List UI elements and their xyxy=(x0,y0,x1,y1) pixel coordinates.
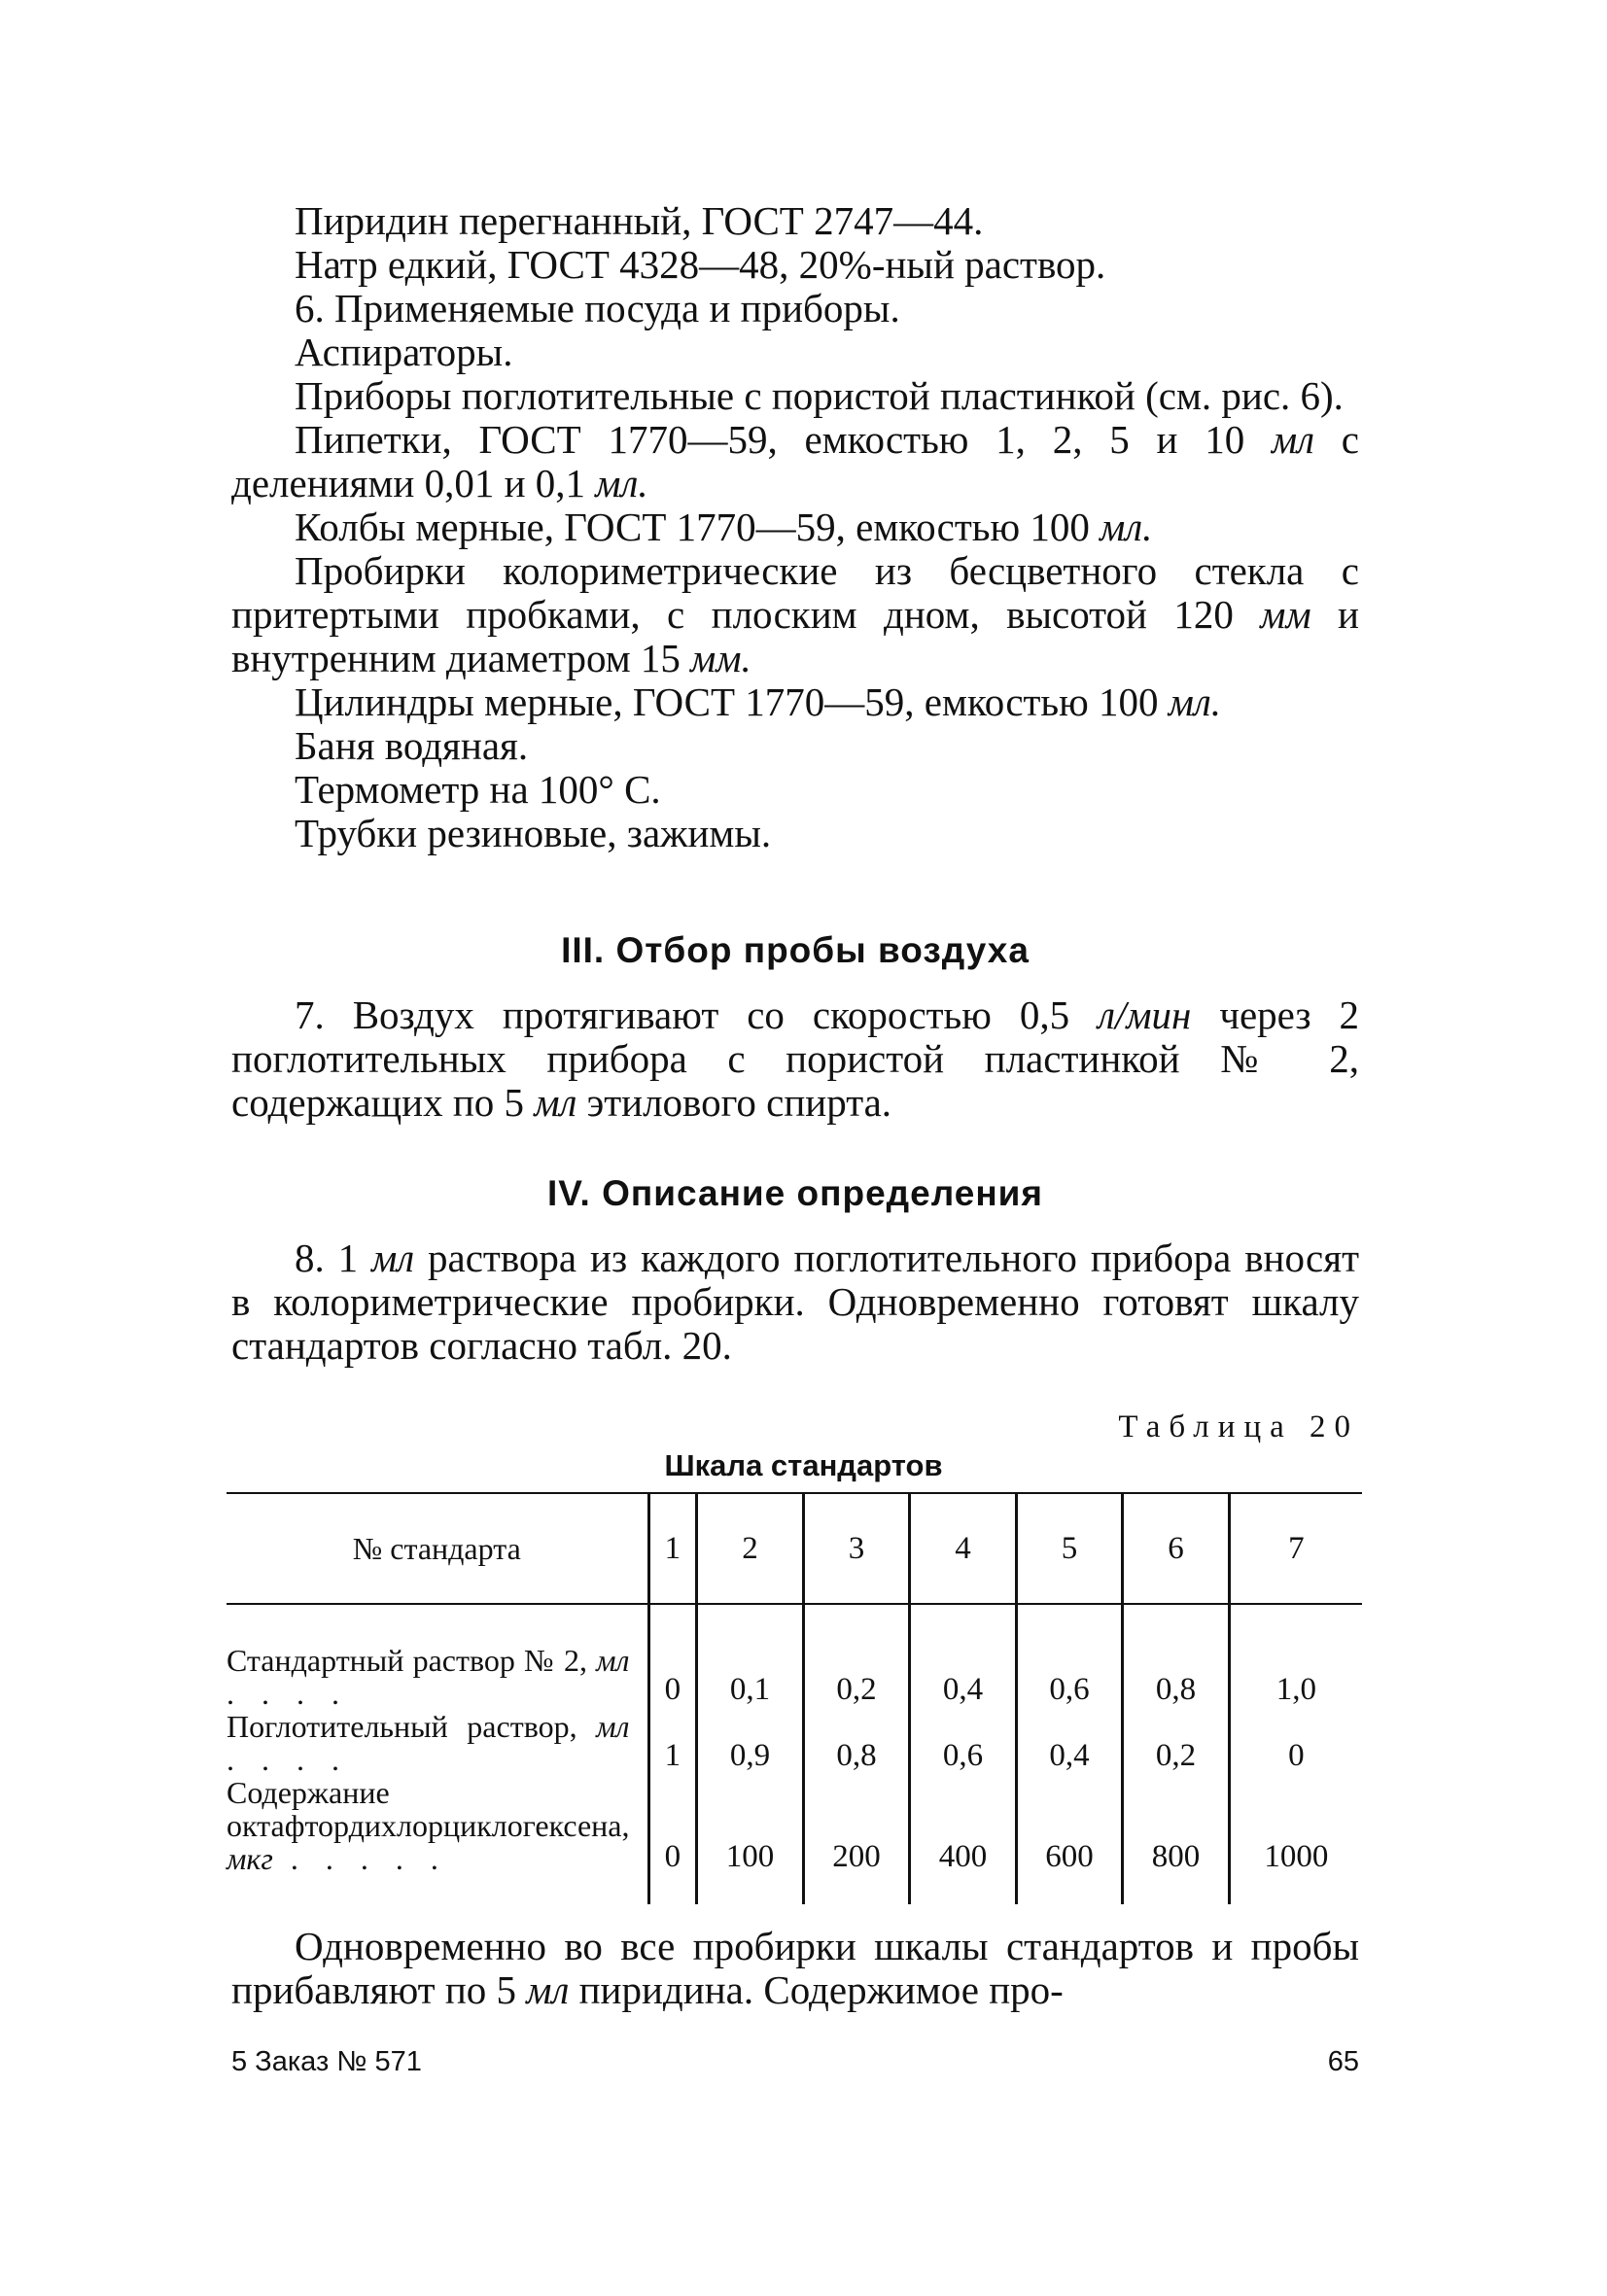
section-air-sampling xyxy=(231,928,1359,1125)
table-cell: 0,6 xyxy=(1016,1604,1123,1710)
closing-paragraph-block xyxy=(231,1925,1359,2012)
table-title: Шкала стандартов xyxy=(664,1448,943,1482)
print-order-note: 5 Заказ № 571 xyxy=(231,2046,422,2077)
table-cell: 0,4 xyxy=(910,1604,1017,1710)
reagent-caustic-soda: Натр едкий, ГОСТ 4328—48, 20%-ный раствор. xyxy=(295,242,1106,287)
table-cell: 1,0 xyxy=(1229,1604,1362,1710)
equipment-test-tubes: Пробирки колориметрические из бесцветного стекла с притертыми пробками, с плоским дном, высотой 120 мм и внутренним диаметром 15 мм. xyxy=(231,548,1359,680)
table-cell: 0 xyxy=(648,1776,697,1904)
table-cell: 1000 xyxy=(1229,1776,1362,1904)
reagents-and-equipment-list xyxy=(231,199,1359,855)
header-col-6: 6 xyxy=(1123,1493,1230,1604)
header-col-5: 5 xyxy=(1016,1493,1123,1604)
table-cell: 100 xyxy=(697,1776,804,1904)
section-determination xyxy=(231,1171,1359,1368)
equipment-thermometer: Термометр на 100° С. xyxy=(295,767,661,812)
table-cell: 400 xyxy=(910,1776,1017,1904)
header-col-1: 1 xyxy=(648,1493,697,1604)
standards-scale-table xyxy=(227,1492,1362,1904)
equipment-tubes-clamps: Трубки резиновые, зажимы. xyxy=(295,811,772,855)
table-cell: 0 xyxy=(1229,1710,1362,1776)
header-col-3: 3 xyxy=(803,1493,910,1604)
table-cell: 0 xyxy=(648,1604,697,1710)
equipment-aspirators: Аспираторы. xyxy=(295,330,513,374)
section-3-heading: III. Отбор пробы воздуха xyxy=(561,930,1030,970)
header-col-7: 7 xyxy=(1229,1493,1362,1604)
table-cell: 0,8 xyxy=(803,1710,910,1776)
equipment-absorbers: Приборы поглотительные с пористой пластинкой (см. рис. 6). xyxy=(295,373,1344,418)
reagent-pyridine: Пиридин перегнанный, ГОСТ 2747—44. xyxy=(295,198,984,243)
page-number: 65 xyxy=(1327,2046,1359,2077)
paragraph-7: 7. Воздух протягивают со скоростью 0,5 л/мин через 2 поглотительных прибора с пористой пластинкой № 2, содержащих по 5 мл этилового спирта. xyxy=(231,992,1360,1125)
table-number: Таблица 20 xyxy=(1118,1409,1359,1444)
table-cell: 0,2 xyxy=(1123,1710,1230,1776)
closing-paragraph: Одновременно во все пробирки шкалы стандартов и пробы прибавляют по 5 мл пиридина. Содержимое про- xyxy=(231,1924,1359,2012)
equipment-flasks: Колбы мерные, ГОСТ 1770—59, емкостью 100 мл. xyxy=(295,504,1153,549)
row-label: Содержание октафтордихлорциклогексена, мкг . . . . . xyxy=(227,1775,630,1876)
table-cell: 0,4 xyxy=(1016,1710,1123,1776)
table-cell: 0,6 xyxy=(910,1710,1017,1776)
table-cell: 1 xyxy=(648,1710,697,1776)
equipment-pipettes: Пипетки, ГОСТ 1770—59, емкостью 1, 2, 5 и 10 мл с делениями 0,01 и 0,1 мл. xyxy=(231,417,1359,505)
equipment-cylinders: Цилиндры мерные, ГОСТ 1770—59, емкостью 100 мл. xyxy=(295,679,1222,724)
row-label: Стандартный раствор № 2, мл . . . . xyxy=(227,1643,630,1711)
header-col-2: 2 xyxy=(697,1493,804,1604)
section-4-heading: IV. Описание определения xyxy=(546,1173,1044,1213)
table-cell: 800 xyxy=(1123,1776,1230,1904)
header-col-4: 4 xyxy=(910,1493,1017,1604)
equipment-water-bath: Баня водяная. xyxy=(295,723,529,768)
header-standard-number: № стандарта xyxy=(227,1493,648,1604)
table-cell: 0,2 xyxy=(803,1604,910,1710)
table-header-row xyxy=(227,1493,1362,1604)
table-cell: 200 xyxy=(803,1776,910,1904)
table-cell: 0,9 xyxy=(697,1710,804,1776)
table-row-standard-solution xyxy=(227,1604,1362,1710)
table-row-content xyxy=(227,1776,1362,1904)
table-cell: 0,1 xyxy=(697,1604,804,1710)
row-label: Поглотительный раствор, мл . . . . xyxy=(227,1709,630,1777)
item-6-heading: 6. Применяемые посуда и приборы. xyxy=(295,286,900,330)
table-cell: 600 xyxy=(1016,1776,1123,1904)
paragraph-8: 8. 1 мл раствора из каждого поглотительного прибора вносят в колориметрические пробирки. Одновременно готовят шкалу стандартов согласно табл. 20. xyxy=(231,1235,1359,1368)
table-cell: 0,8 xyxy=(1123,1604,1230,1710)
table-row-absorbing-solution xyxy=(227,1710,1362,1776)
